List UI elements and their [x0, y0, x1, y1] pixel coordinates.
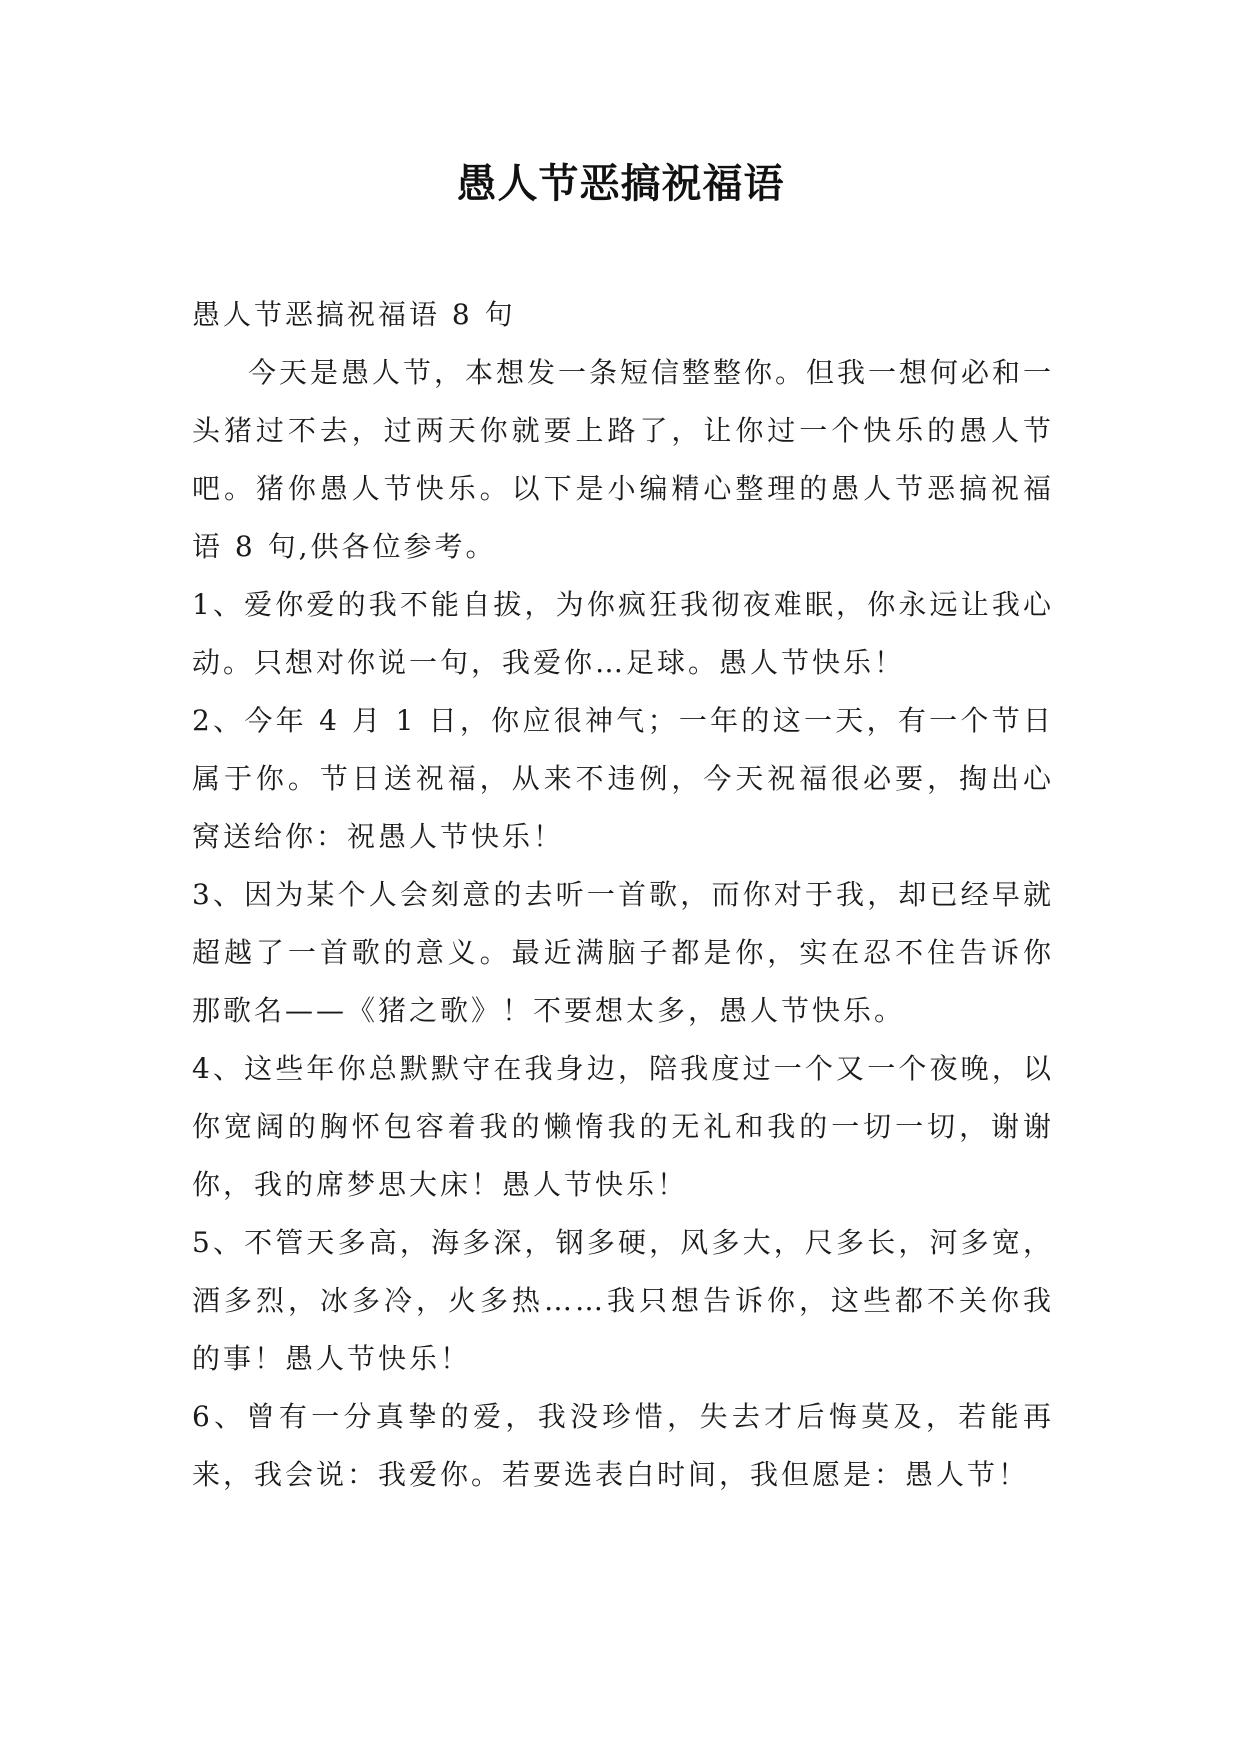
list-item: 4、这些年你总默默守在我身边，陪我度过一个又一个夜晚，以你宽阔的胸怀包容着我的懒惰我的无礼和我的一切一切，谢谢你，我的席梦思大床！愚人节快乐！	[192, 1052, 1054, 1201]
list-item: 1、爱你爱的我不能自拔，为你疯狂我彻夜难眠，你永远让我心动。只想对你说一句，我爱你…足球。愚人节快乐！	[192, 588, 1054, 679]
list-item: 3、因为某个人会刻意的去听一首歌，而你对于我，却已经早就超越了一首歌的意义。最近满脑子都是你，实在忍不住告诉你那歌名——《猪之歌》！不要想太多，愚人节快乐。	[192, 878, 1054, 1027]
page-title: 愚人节恶搞祝福语	[456, 160, 785, 207]
document-body	[192, 286, 1054, 1504]
list-item: 5、不管天多高，海多深，钢多硬，风多大，尺多长，河多宽，酒多烈，冰多冷，火多热……我只想告诉你，这些都不关你我的事！愚人节快乐！	[192, 1226, 1054, 1375]
list-item: 6、曾有一分真挚的爱，我没珍惜，失去才后悔莫及，若能再来，我会说：我爱你。若要选表白时间，我但愿是：愚人节！	[192, 1400, 1054, 1491]
list-item: 2、今年 4 月 1 日，你应很神气；一年的这一天，有一个节日属于你。节日送祝福，从来不违例，今天祝福很必要，掏出心窝送给你：祝愚人节快乐！	[192, 704, 1054, 853]
intro-paragraph: 今天是愚人节，本想发一条短信整整你。但我一想何必和一头猪过不去，过两天你就要上路了，让你过一个快乐的愚人节吧。猪你愚人节快乐。以下是小编精心整理的愚人节恶搞祝福语 8 句,供各位参考。	[192, 356, 1055, 563]
document-subtitle: 愚人节恶搞祝福语 8 句	[192, 298, 516, 331]
